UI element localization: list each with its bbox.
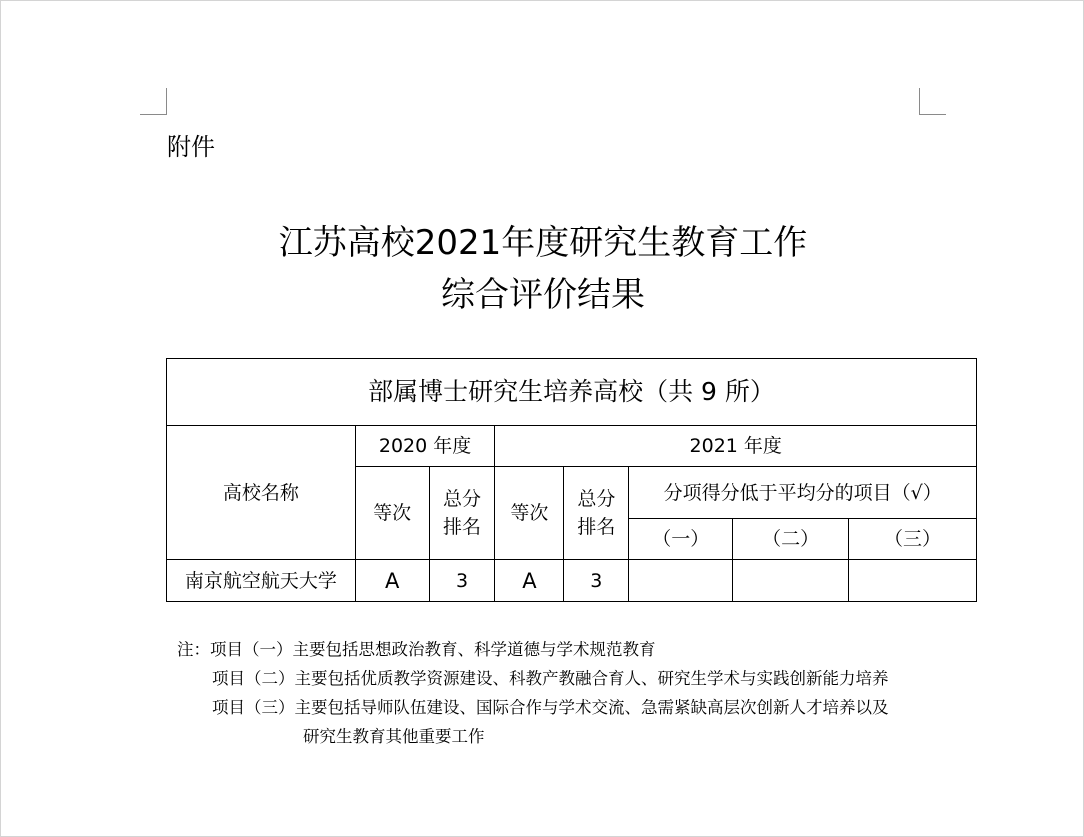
notes — [177, 635, 889, 751]
item-1-mark-cell — [629, 560, 733, 602]
rank-header-line2: 排名 — [577, 516, 616, 538]
column-header-rank-2020 — [429, 467, 495, 560]
table-row — [167, 560, 977, 602]
crop-mark-top-left — [140, 88, 167, 115]
column-header-below-average: 分项得分低于平均分的项目（√） — [629, 467, 977, 519]
rank-header-line2: 排名 — [443, 516, 482, 538]
column-header-grade-2021: 等次 — [495, 467, 564, 560]
item-3-mark-cell — [849, 560, 977, 602]
rank-header-line1: 总分 — [577, 488, 616, 510]
column-header-item-1: （一） — [629, 519, 733, 560]
note-line-2: 项目（二）主要包括优质教学资源建设、科教产教融合育人、研究生学术与实践创新能力培养 — [212, 669, 889, 688]
note-line-4: 研究生教育其他重要工作 — [303, 727, 485, 746]
section-header: 部属博士研究生培养高校（共 9 所） — [167, 359, 977, 426]
evaluation-table — [166, 358, 977, 602]
document-title-line2: 综合评价结果 — [441, 275, 645, 315]
crop-mark-top-right — [919, 88, 946, 115]
item-2-mark-cell — [733, 560, 849, 602]
column-header-grade-2020: 等次 — [355, 467, 429, 560]
column-header-2021: 2021 年度 — [495, 426, 977, 467]
attachment-label: 附件 — [167, 133, 215, 161]
column-header-school: 高校名称 — [167, 426, 356, 560]
rank-2020-cell: 3 — [429, 560, 495, 602]
note-line-3: 项目（三）主要包括导师队伍建设、国际合作与学术交流、急需紧缺高层次创新人才培养以及 — [212, 698, 889, 717]
document-title-line1: 江苏高校2021年度研究生教育工作 — [278, 223, 808, 263]
rank-header-line1: 总分 — [443, 488, 482, 510]
grade-2021-cell: A — [495, 560, 564, 602]
column-header-item-2: （二） — [733, 519, 849, 560]
column-header-item-3: （三） — [849, 519, 977, 560]
column-header-rank-2021 — [564, 467, 629, 560]
column-header-2020: 2020 年度 — [355, 426, 495, 467]
school-name-cell: 南京航空航天大学 — [167, 560, 356, 602]
grade-2020-cell: A — [355, 560, 429, 602]
note-line-1: 注：项目（一）主要包括思想政治教育、科学道德与学术规范教育 — [177, 640, 656, 659]
rank-2021-cell: 3 — [564, 560, 629, 602]
